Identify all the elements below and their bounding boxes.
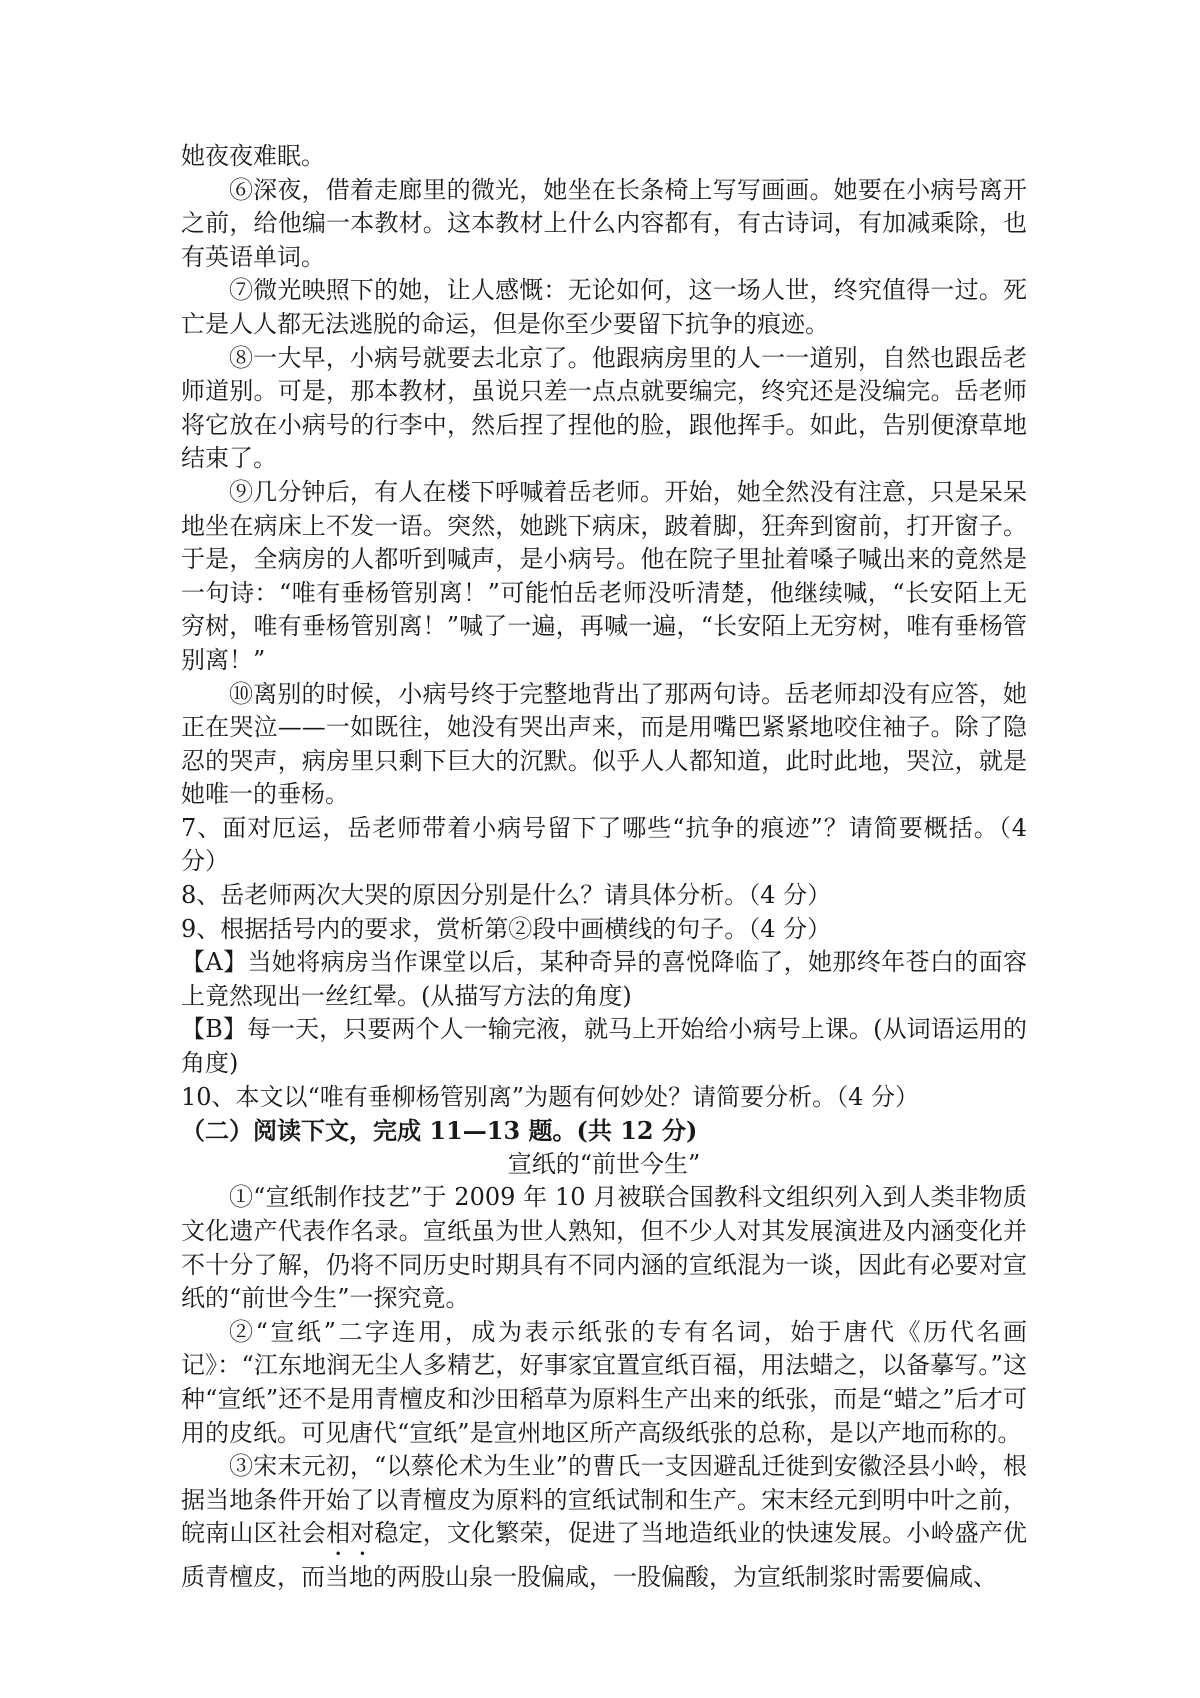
question-9: 9、根据括号内的要求，赏析第②段中画横线的句子。（4 分）: [181, 914, 832, 943]
question-8: 8、岳老师两次大哭的原因分别是什么？请具体分析。（4 分）: [181, 881, 832, 910]
document-page: [181, 140, 1027, 1595]
paragraph-7: ⑦微光映照下的她，让人感慨：无论如何，这一场人世，终究值得一过。死亡是人人都无法逃脱的命运，但是你至少要留下抗争的痕迹。: [181, 276, 1027, 338]
dotted-word: 相对: [326, 1519, 375, 1548]
article-paragraph-3: [181, 1450, 1027, 1595]
paragraph-10: ⑩离别的时候，小病号终于完整地背出了那两句诗。岳老师却没有应答，她正在哭泣——一如既往，她没有哭出声来，而是用嘴巴紧紧地咬住袖子。除了隐忍的哭声，病房里只剩下巨大的沉默。似乎人人都知道，此时此地，哭泣，就是她唯一的垂杨。: [181, 679, 1027, 809]
question-9-option-a: 【A】当她将病房当作课堂以后，某种奇异的喜悦降临了，她那终年苍白的面容上竟然现出一丝红晕。(从描写方法的角度): [181, 948, 1027, 1010]
section-2-heading: （二）阅读下文，完成 11—13 题。(共 12 分): [181, 1116, 698, 1146]
paragraph-8: ⑧一大早，小病号就要去北京了。他跟病房里的人一一道别，自然也跟岳老师道别。可是，那本教材，虽说只差一点点就要编完，终究还是没编完。岳老师将它放在小病号的行李中，然后捏了捏他的脸，跟他挥手。如此，告别便潦草地结束了。: [181, 343, 1027, 473]
question-7: 7、面对厄运，岳老师带着小病号留下了哪些“抗争的痕迹”？请简要概括。（4分）: [181, 813, 1027, 876]
article-paragraph-1: ①“宣纸制作技艺”于 2009 年 10 月被联合国教科文组织列入到人类非物质文化遗产代表作名录。宣纸虽为世人熟知，但不少人对其发展演进及内涵变化并不十分了解，仍将不同历史时期具有不同内涵的宣纸混为一谈，因此有必要对宣纸的“前世今生”一探究竟。: [181, 1183, 1027, 1313]
question-10: 10、本文以“唯有垂柳杨管别离”为题有何妙处？请简要分析。（4 分）: [181, 1082, 919, 1111]
question-9-option-b: 【B】每一天，只要两个人一输完液，就马上开始给小病号上课。(从词语运用的角度): [181, 1015, 1027, 1078]
article-title: 宣纸的“前世今生”: [507, 1149, 701, 1178]
article-paragraph-3-start: ③宋末元初，“以蔡伦术为生业”的曹氏一支因避乱迁徙到安徽泾县小岭，根据当地条件开始了以青檀皮为原料的宣纸试制和生产。宋末经元到明中叶之前，皖南山区社会: [181, 1452, 1027, 1548]
passage-continuation: 她夜夜难眠。: [181, 142, 325, 170]
article-paragraph-2: ②“宣纸”二字连用，成为表示纸张的专有名词，始于唐代《历代名画记》：“江东地润无尘人多精艺，好事家宜置宣纸百福，用法蜡之，以备摹写。”这种“宣纸”还不是用青檀皮和沙田稻草为原料生产出来的纸张，而是“蜡之”后才可用的皮纸。可见唐代“宣纸”是宣州地区所产高级纸张的总称，是以产地而称的。: [181, 1317, 1027, 1447]
paragraph-6: ⑥深夜，借着走廊里的微光，她坐在长条椅上写写画画。她要在小病号离开之前，给他编一本教材。这本教材上什么内容都有，有古诗词，有加减乘除，也有英语单词。: [181, 175, 1027, 271]
paragraph-9: ⑨几分钟后，有人在楼下呼喊着岳老师。开始，她全然没有注意，只是呆呆地坐在病床上不发一语。突然，她跳下病床，跛着脚，狂奔到窗前，打开窗子。于是，全病房的人都听到喊声，是小病号。他在院子里扯着嗓子喊出来的竟然是一句诗：“唯有垂杨管别离！”可能怕岳老师没听清楚，他继续喊，“长安陌上无穷树，唯有垂杨管别离！”喊了一遍，再喊一遍，“长安陌上无穷树，唯有垂杨管别离！”: [181, 477, 1027, 674]
article-paragraph-3-end: 稳定，文化繁荣，促进了当地造纸业的快速发展。小岭盛产优质青檀皮，而当地的两股山泉一股偏咸，一股偏酸，为宣纸制浆时需要偏咸、: [181, 1519, 1028, 1592]
